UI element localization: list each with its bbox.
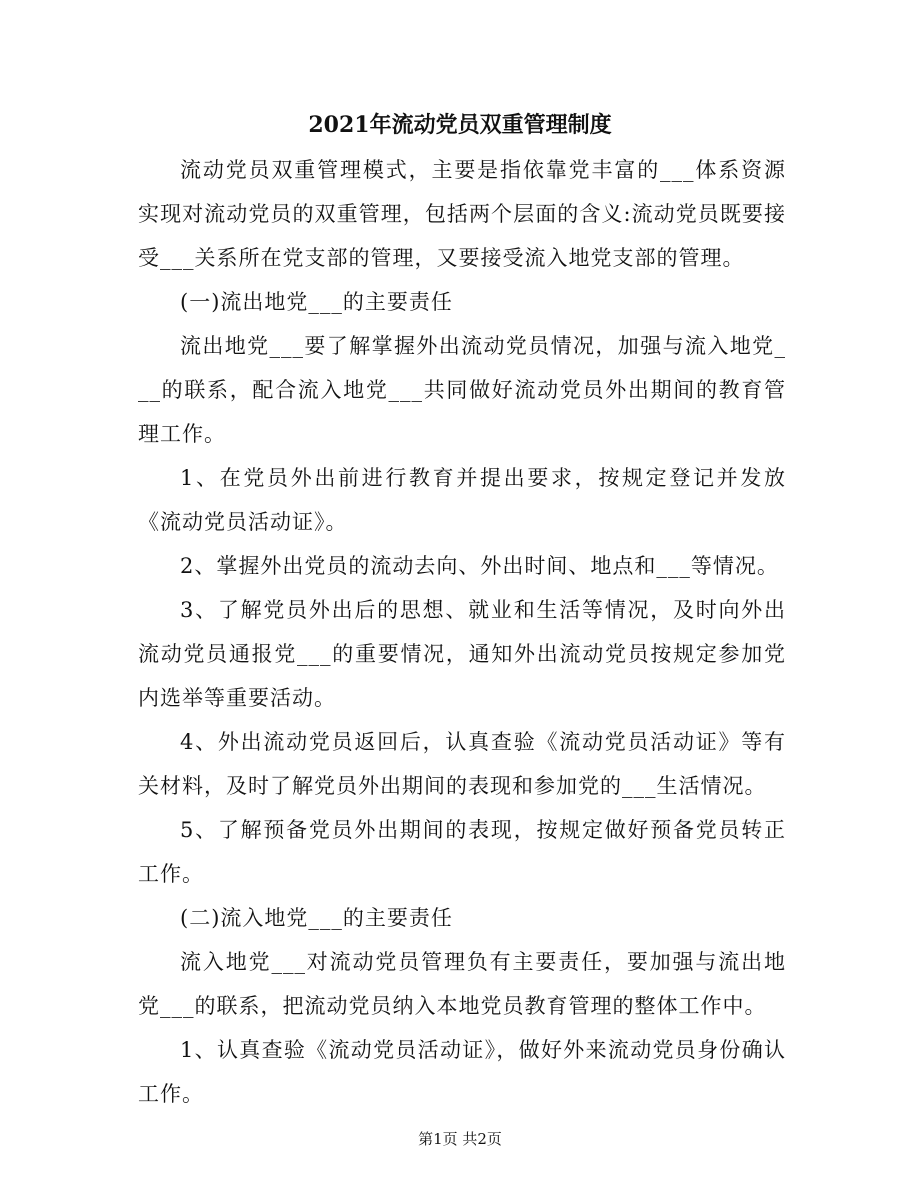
paragraph-intro: 流动党员双重管理模式，主要是指依靠党丰富的___体系资源实现对流动党员的双重管理，包括两个层面的含义:流动党员既要接受___关系所在党支部的管理，又要接受流入地党支部的管理。 <box>138 158 786 270</box>
page-number: 第1页 共2页 <box>418 1130 502 1148</box>
document-body <box>138 148 786 1116</box>
list-item-inflow-1: 1、认真查验《流动党员活动证》，做好外来流动党员身份确认工作。 <box>138 1038 786 1106</box>
paragraph-inflow-summary: 流入地党___对流动党员管理负有主要责任，要加强与流出地党___的联系，把流动党员纳入本地党员教育管理的整体工作中。 <box>138 950 786 1018</box>
list-item-outflow-5: 5、了解预备党员外出期间的表现，按规定做好预备党员转正工作。 <box>138 818 786 886</box>
list-item-outflow-2: 2、掌握外出党员的流动去向、外出时间、地点和___等情况。 <box>180 554 779 578</box>
list-item-outflow-4: 4、外出流动党员返回后，认真查验《流动党员活动证》等有关材料，及时了解党员外出期间的表现和参加党的___生活情况。 <box>138 730 786 798</box>
list-item-outflow-1: 1、在党员外出前进行教育并提出要求，按规定登记并发放《流动党员活动证》。 <box>138 466 786 534</box>
document-title: 2021年流动党员双重管理制度 <box>308 112 612 138</box>
list-item-outflow-3: 3、了解党员外出后的思想、就业和生活等情况，及时向外出流动党员通报党___的重要情况，通知外出流动党员按规定参加党内选举等重要活动。 <box>138 598 786 710</box>
paragraph-outflow-summary: 流出地党___要了解掌握外出流动党员情况，加强与流入地党___的联系，配合流入地党___共同做好流动党员外出期间的教育管理工作。 <box>138 334 786 446</box>
section-heading-outflow: (一)流出地党___的主要责任 <box>180 290 453 314</box>
section-heading-inflow: (二)流入地党___的主要责任 <box>180 906 453 930</box>
